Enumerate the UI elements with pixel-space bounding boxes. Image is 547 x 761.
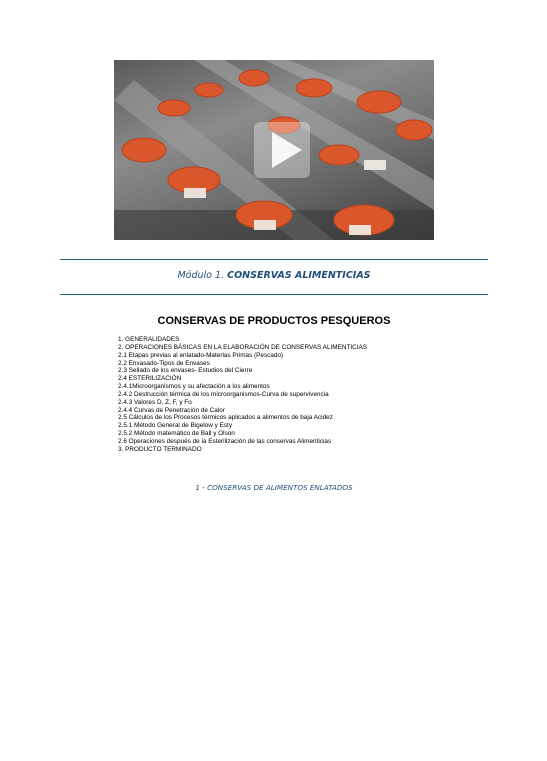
toc-item: 2.2 Envasado-Tipos de Envases [118, 359, 210, 367]
toc-item: 2.5.2 Método matemático de Ball y Olson [118, 430, 235, 438]
video-player[interactable] [114, 60, 434, 240]
section-link[interactable]: 1 - CONSERVAS DE ALIMENTOS ENLATADOS [195, 483, 353, 492]
table-of-contents [118, 336, 438, 454]
module-prefix: Módulo 1. [177, 270, 225, 281]
toc-item: 2. OPERACIONES BÁSICAS EN LA ELABORACIÓN DE CONSERVAS ALIMENTICIAS [118, 343, 368, 351]
toc-item: 2.1 Etapas previas al enlatado-Materias Primas (Pescado) [118, 351, 284, 359]
toc-item: 2.6 Operaciones después de la Esterilización de las conservas Alimenticias [118, 437, 332, 445]
document-title: CONSERVAS DE PRODUCTOS PESQUEROS [157, 315, 391, 327]
module-heading [60, 270, 488, 281]
toc-item: 2.4.1Microorganismos y su afectación a los alimentos [118, 383, 270, 391]
toc-item: 3. PRODUCTO TERMINADO [118, 445, 202, 453]
toc-item: 2.4.4 Curvas de Penetración de Calor [118, 406, 225, 414]
toc-item: 2.3 Sellado de los envases- Estudios del Cierre [118, 367, 253, 375]
play-icon[interactable] [254, 122, 310, 178]
toc-item: 2.4.3 Valores D, Z, F, y Fo [118, 398, 192, 406]
toc-item: 2.5 Cálculos de los Procesos térmicos aplicados a alimentos de baja Acidez [118, 414, 333, 422]
toc-item: 2.4 ESTERILIZACIÓN [118, 375, 182, 383]
divider-bottom [60, 294, 488, 295]
divider-top [60, 259, 488, 260]
module-title: CONSERVAS ALIMENTICIAS [227, 270, 371, 281]
toc-item: 1. GENERALIDADES [118, 336, 180, 343]
toc-item: 2.4.2 Destrucción térmica de los microorganismos-Curva de supervivencia [118, 390, 329, 398]
toc-item: 2.5.1 Método General de Bigelow y Esty [118, 422, 233, 430]
